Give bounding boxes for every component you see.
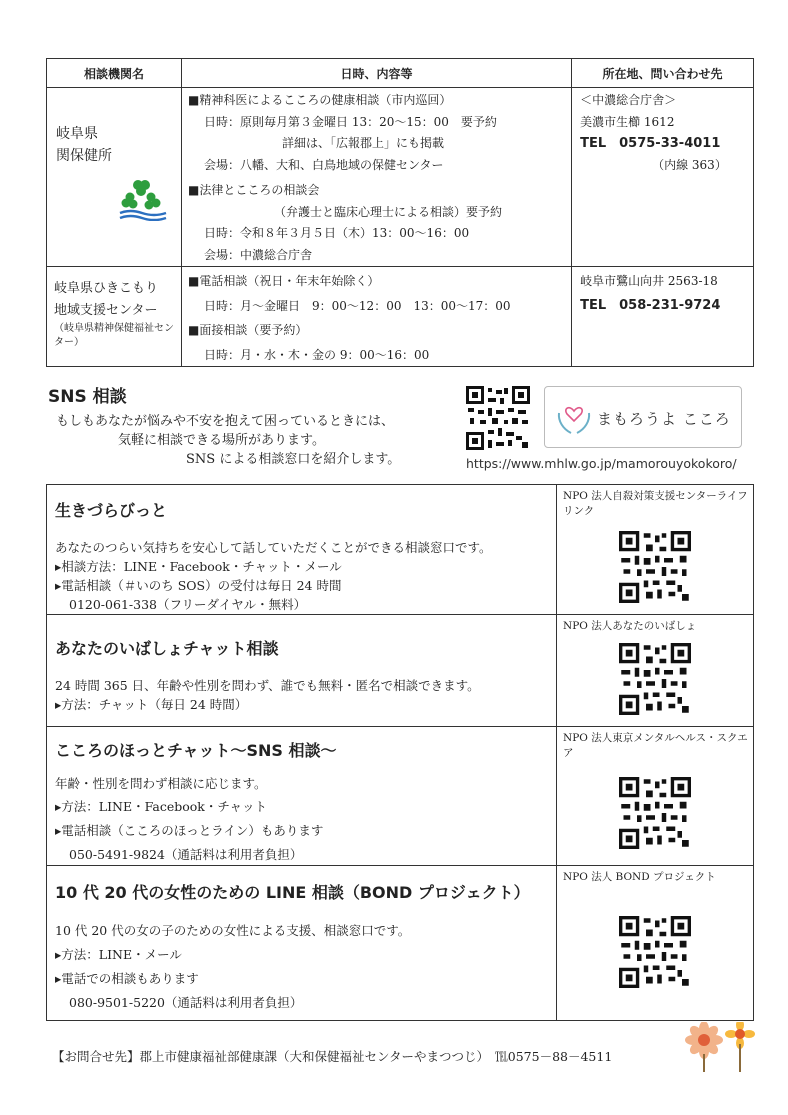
service-org: NPO 法人自殺対策支援センターライフリンク: [563, 490, 748, 517]
sns-title: SNS 相談: [48, 387, 127, 407]
qr-code[interactable]: [466, 386, 530, 454]
intro-line: SNS による相談窓口を紹介します。: [186, 452, 401, 467]
org-name-line: 地域支援センター: [54, 303, 158, 318]
content-line: 詳細は、「広報郡上」にも掲載: [282, 136, 445, 150]
service-org-cell: [557, 727, 753, 865]
content-line: （弁護士と臨床心理士による相談）要予約: [274, 204, 503, 219]
service-phone: 050-5491-9824（通話料は利用者負担）: [69, 847, 303, 862]
content-line: 会場：八幡、大和、白鳥地域の保健センター: [204, 157, 444, 172]
org-name-line: 岐阜県ひきこもり: [54, 281, 159, 296]
location-line: 岐阜市鷺山向井 2563-18: [580, 274, 718, 288]
location-line: ＜中濃総合庁舎＞: [580, 93, 677, 107]
qr-code[interactable]: [619, 643, 691, 719]
qr-code[interactable]: [619, 777, 691, 853]
service-org: NPO 法人東京メンタルヘルス・スクエア: [563, 732, 748, 759]
intro-line: 気軽に相談できる場所があります。: [118, 433, 325, 448]
location-line: 美濃市生櫛 1612: [580, 114, 675, 129]
intro-line: もしもあなたが悩みや不安を抱えて困っているときには、: [56, 414, 395, 429]
footer-contact: 【お問合せ先】郡上市健康福祉部健康課（大和保健福祉センターやまつつじ） ℡0575－88－4511: [52, 1049, 613, 1064]
service-line: 年齢・性別を問わず相談に応じます。: [55, 776, 267, 791]
content-line: ■法律とこころの相談会: [188, 183, 320, 197]
org-name-line: 岐阜県: [56, 126, 98, 142]
hands-heart-icon: [555, 399, 593, 437]
header-location: 所在地、問い合わせ先: [572, 59, 754, 88]
org-sub-name: （岐阜県精神保健福祉センター）: [54, 323, 174, 348]
phone-number: TEL 0575-33-4011: [580, 136, 721, 151]
table-row: [47, 267, 754, 367]
service-line: あなたのつらい気持ちを安心して話していただくことができる相談窓口です。: [55, 540, 492, 555]
mamorouyo-kokoro-banner[interactable]: [544, 386, 742, 448]
service-org-cell: [557, 866, 753, 1020]
service-line: ▸方法：チャット（毎日 24 時間）: [55, 697, 248, 712]
extension: （内線 363）: [652, 157, 727, 172]
service-org: NPO 法人あなたのいばしょ: [563, 620, 697, 632]
service-box: [46, 726, 754, 866]
header-content: 日時、内容等: [182, 59, 572, 88]
service-org-cell: [557, 615, 753, 726]
location-cell: [572, 267, 754, 367]
org-cell: [47, 267, 182, 367]
service-line: 10 代 20 代の女の子のための女性による支援、相談窓口です。: [55, 923, 411, 938]
content-line: ■精神科医によるこころの健康相談（市内巡回）: [188, 93, 452, 107]
service-line: 24 時間 365 日、年齢や性別を問わず、誰でも無料・匿名で相談できます。: [55, 678, 480, 693]
header-org: 相談機関名: [47, 59, 182, 88]
location-cell: [572, 88, 754, 267]
qr-code[interactable]: [619, 531, 691, 607]
service-box: [46, 865, 754, 1021]
service-title: あなたのいばしょチャット相談: [55, 639, 279, 658]
content-cell: [182, 88, 572, 267]
service-title: 10 代 20 代の女性のための LINE 相談（BOND プロジェクト）: [55, 883, 530, 902]
flower-icon: [684, 1022, 764, 1076]
content-line: 会場：中濃総合庁舎: [204, 247, 313, 262]
service-line: ▸電話での相談もあります: [55, 971, 199, 986]
service-title: 生きづらびっと: [55, 501, 168, 520]
service-info: [47, 727, 557, 865]
service-line: ▸方法：LINE・Facebook・チャット: [55, 799, 268, 814]
service-info: [47, 615, 557, 726]
content-cell: [182, 267, 572, 367]
url-link[interactable]: https://www.mhlw.go.jp/mamorouyokokoro/: [466, 456, 737, 471]
service-org: NPO 法人 BOND プロジェクト: [563, 871, 716, 883]
service-line: ▸電話相談（＃いのち SOS）の受付は毎日 24 時間: [55, 578, 342, 593]
content-line: 日時：月～金曜日 9：00～12：00 13：00～17：00: [204, 298, 511, 313]
qr-code[interactable]: [619, 916, 691, 992]
content-line: 日時：原則毎月第３金曜日 13：20～15：00 要予約: [204, 114, 497, 129]
service-org-cell: [557, 485, 753, 614]
service-line: ▸相談方法：LINE・Facebook・チャット・メール: [55, 559, 342, 574]
service-phone: 080-9501-5220（通話料は利用者負担）: [69, 995, 303, 1010]
org-cell: [47, 88, 182, 267]
service-info: [47, 866, 557, 1020]
service-phone: 0120-061-338（フリーダイヤル・無料）: [69, 597, 307, 612]
content-line: 日時：月・水・木・金の 9：00～16：00: [204, 347, 430, 362]
service-box: [46, 614, 754, 727]
banner-text: まもろうよ こころ: [597, 410, 731, 428]
org-name-line: 関保健所: [56, 148, 112, 164]
clover-logo: [118, 177, 168, 221]
phone-number: TEL 058-231-9724: [580, 297, 721, 313]
content-line: ■面接相談（要予約）: [188, 323, 308, 337]
service-title: こころのほっとチャット～SNS 相談～: [55, 741, 337, 760]
service-box: [46, 484, 754, 615]
content-line: ■電話相談（祝日・年末年始除く）: [188, 274, 380, 288]
sns-intro: [56, 412, 400, 469]
service-line: ▸電話相談（こころのほっとライン）もあります: [55, 823, 324, 838]
content-line: 日時：令和８年３月５日（木）13：00～16：00: [204, 226, 470, 240]
service-info: [47, 485, 557, 614]
table-row: [47, 88, 754, 267]
service-line: ▸方法：LINE・メール: [55, 947, 182, 962]
consultation-table: [46, 58, 754, 367]
table-header-row: [47, 59, 754, 88]
